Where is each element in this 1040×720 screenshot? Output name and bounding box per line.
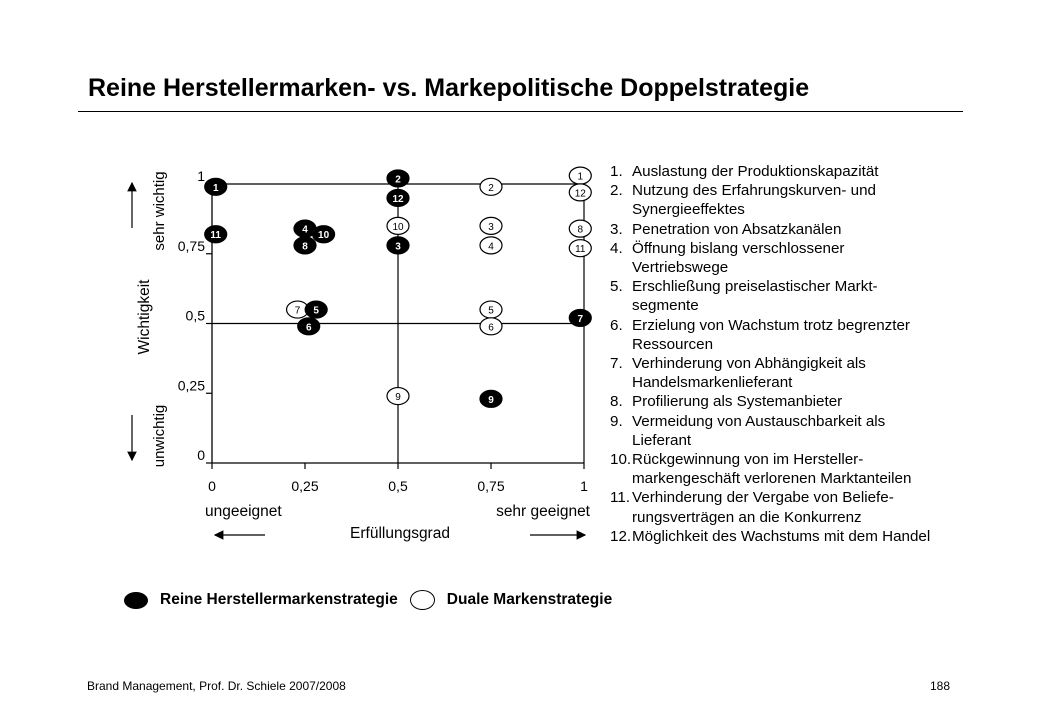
criteria-item xyxy=(610,181,940,219)
open-ellipse-icon xyxy=(410,590,435,610)
legend-item-filled xyxy=(124,591,398,609)
open-marker xyxy=(569,167,591,184)
marker-label: 9 xyxy=(488,394,494,406)
criteria-number: 4. xyxy=(610,239,623,257)
marker-label: 4 xyxy=(302,224,308,236)
marker-label: 1 xyxy=(577,171,584,183)
x-tick-label: 0 xyxy=(208,478,216,494)
legend-label-filled: Reine Herstellermarkenstrategie xyxy=(160,591,398,608)
filled-marker xyxy=(298,318,320,335)
marker-label: 10 xyxy=(318,230,330,242)
criteria-text: Vermeidung von Austauschbarkeit als Lieferant xyxy=(632,412,886,449)
open-marker xyxy=(480,217,502,234)
marker-label: 3 xyxy=(488,221,494,233)
marker-label: 2 xyxy=(488,182,494,194)
criteria-list xyxy=(610,162,940,546)
y-tick-label: 0,75 xyxy=(177,237,205,254)
legend-label-open: Duale Markenstrategie xyxy=(446,591,613,608)
criteria-text: Rückgewinnung von im Hersteller-markengeschäft verlorenen Marktanteilen xyxy=(632,451,912,488)
criteria-text: Nutzung des Erfahrungskurven- und Synergieeffektes xyxy=(632,182,876,219)
criteria-number: 10. xyxy=(610,451,632,469)
filled-marker xyxy=(313,226,335,243)
criteria-number: 11. xyxy=(610,489,630,507)
marker-label: 11 xyxy=(210,230,222,242)
marker-label: 6 xyxy=(305,322,312,334)
legend-item-open xyxy=(410,590,612,610)
criteria-text: Öffnung bislang verschlossener Vertriebswege xyxy=(632,239,845,277)
marker-label: 7 xyxy=(577,313,584,325)
open-marker xyxy=(480,301,502,318)
page-number: 188 xyxy=(929,679,950,693)
open-marker xyxy=(387,388,409,405)
y-tick-label: 0 xyxy=(197,447,205,463)
criteria-number: 1. xyxy=(610,163,623,180)
criteria-text: Verhinderung der Vergabe von Beliefe-rungsverträgen an die Konkurrenz xyxy=(632,489,894,526)
y-axis-low-label: unwichtig xyxy=(151,404,168,468)
criteria-number: 12. xyxy=(610,527,632,545)
criteria-number: 2. xyxy=(610,182,623,200)
filled-marker xyxy=(569,309,591,326)
filled-marker xyxy=(387,189,409,206)
x-tick-label: 0,5 xyxy=(388,478,408,494)
criteria-text: Profilierung als Systemanbieter xyxy=(632,393,843,411)
marker-label: 2 xyxy=(395,174,401,186)
open-marker xyxy=(569,220,591,237)
criteria-item xyxy=(610,412,940,450)
filled-marker xyxy=(305,301,327,318)
criteria-item xyxy=(610,277,940,315)
criteria-number: 5. xyxy=(610,278,623,296)
x-tick-label: 0,75 xyxy=(477,478,505,494)
marker-label: 4 xyxy=(488,241,494,253)
marker-label: 1 xyxy=(212,182,219,194)
marker-label: 5 xyxy=(313,305,319,317)
y-tick-label: 1 xyxy=(197,168,205,184)
slide-title: Reine Herstellermarken- vs. Markepolitische Doppelstrategie xyxy=(88,74,810,102)
filled-marker xyxy=(387,237,409,254)
marker-label: 7 xyxy=(294,305,301,317)
marker-label: 6 xyxy=(488,322,494,334)
criteria-number: 9. xyxy=(610,412,623,430)
open-marker xyxy=(480,318,502,335)
criteria-item xyxy=(610,488,940,526)
open-marker xyxy=(480,237,502,254)
footer-course: Brand Management, Prof. Dr. Schiele 2007/2008 xyxy=(87,679,346,693)
importance-fulfillment-chart xyxy=(0,0,600,570)
criteria-number: 8. xyxy=(610,393,623,411)
y-axis-high-label: sehr wichtig xyxy=(151,171,168,251)
marker-label: 11 xyxy=(575,244,586,256)
criteria-item xyxy=(610,354,940,392)
criteria-text: Möglichkeit des Wachstums mit dem Handel xyxy=(632,527,931,545)
criteria-text: Erzielung von Wachstum trotz begrenzter Ressourcen xyxy=(632,316,910,353)
criteria-item xyxy=(610,392,940,411)
criteria-number: 6. xyxy=(610,316,623,334)
filled-marker xyxy=(480,390,502,407)
marker-label: 12 xyxy=(574,188,586,200)
criteria-text: Penetration von Absatzkanälen xyxy=(632,220,842,238)
filled-marker xyxy=(205,226,227,243)
filled-marker xyxy=(294,237,316,254)
criteria-item xyxy=(610,450,940,488)
marker-label: 10 xyxy=(392,221,404,233)
y-tick-label: 0,5 xyxy=(185,307,205,324)
criteria-text: Auslastung der Produktionskapazität xyxy=(632,163,879,180)
y-axis-title: Wichtigkeit xyxy=(136,279,153,355)
x-axis-low-label: ungeeignet xyxy=(205,503,282,520)
marker-label: 9 xyxy=(395,392,401,404)
open-marker xyxy=(569,184,591,201)
marker-label: 8 xyxy=(577,224,584,236)
marker-label: 5 xyxy=(488,305,494,317)
marker-label: 3 xyxy=(395,241,401,253)
chart-legend xyxy=(124,587,612,613)
x-axis-title: Erfüllungsgrad xyxy=(350,525,450,542)
criteria-number: 7. xyxy=(610,355,623,373)
criteria-item xyxy=(610,162,940,181)
criteria-item xyxy=(610,239,940,277)
criteria-item xyxy=(610,527,940,546)
criteria-text: Verhinderung von Abhängigkeit als Handelsmarkenlieferant xyxy=(632,355,866,392)
filled-ellipse-icon xyxy=(124,592,148,609)
open-marker xyxy=(480,178,502,195)
open-marker xyxy=(387,217,409,234)
y-tick-label: 0,25 xyxy=(177,377,205,394)
marker-label: 8 xyxy=(302,241,308,253)
criteria-item xyxy=(610,220,940,239)
marker-label: 12 xyxy=(392,193,404,205)
x-tick-label: 1 xyxy=(580,478,588,494)
x-tick-label: 0,25 xyxy=(291,478,319,494)
criteria-text: Erschließung preiselastischer Markt-segmente xyxy=(632,278,878,315)
x-axis-high-label: sehr geeignet xyxy=(496,503,590,520)
criteria-item xyxy=(610,316,940,354)
filled-marker xyxy=(205,178,227,195)
axes-layer xyxy=(178,168,588,494)
filled-marker xyxy=(387,170,409,187)
criteria-number: 3. xyxy=(610,220,623,238)
open-marker xyxy=(569,240,591,257)
